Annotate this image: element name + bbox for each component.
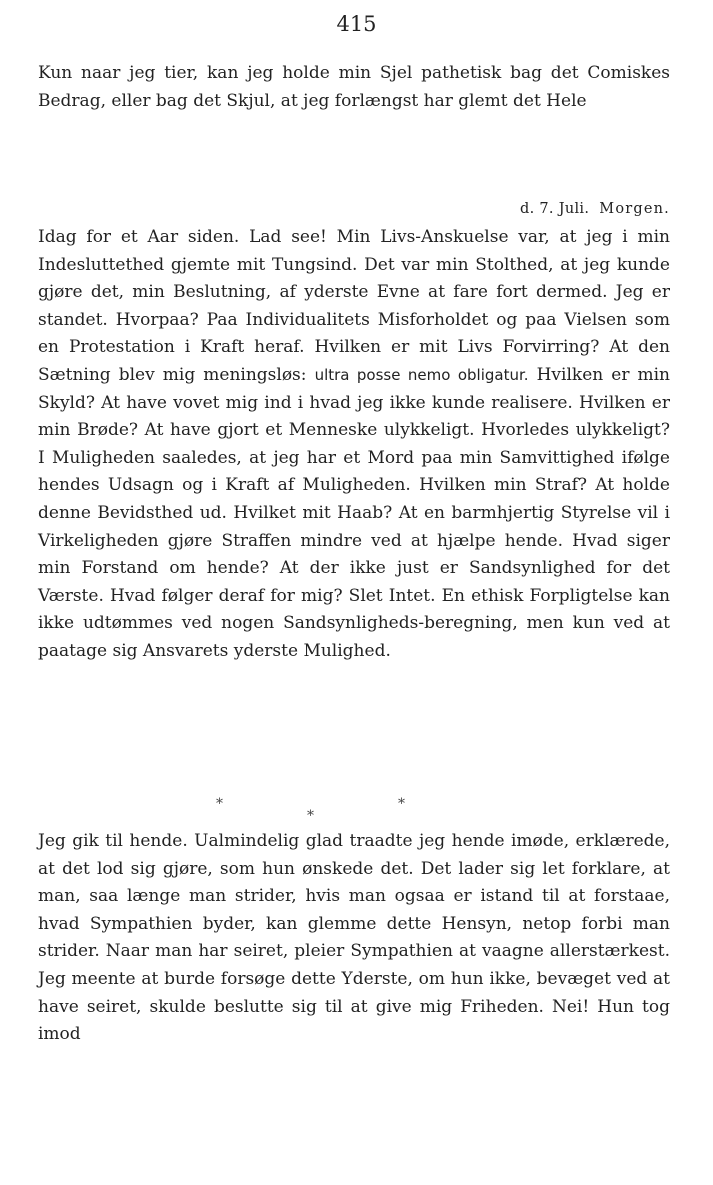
paragraph-narrative: Jeg gik til hende. Ualmindelig glad traadte jeg hende imøde, erklærede, at det lod sig gjøre, som hun ønskede det. Det lader sig let forklare, at man, saa længe man strider, hvis man ogsaa er istand til at forstaae, hvad Sympathien byder, kan glemme dette Hensyn, netop forbi man strider. Naar man har seiret, pleier Sympathien at vaagne allerstærkest. Jeg meente at burde forsøge dette Yderste, om hun ikke, bevæget ved at have seiret, skulde beslutte sig til at give mig Friheden. Nei! Hun tog imod	[38, 831, 670, 1045]
latin-phrase: ultra posse nemo obligatur.	[314, 365, 529, 384]
dateline-time: Morgen.	[599, 201, 670, 217]
dateline	[520, 201, 670, 217]
diary-text-after-latin: Hvilken er min Skyld? At have vovet mig ind i hvad jeg ikke kunde realisere. Hvilken er min Brøde? At have gjort et Menneske ulykkeligt. Hvorledes ulykkeligt? I Muligheden saaledes, at jeg har et Mord paa min Samvittighed ifølge hendes Udsagn og i Kraft af Muligheden. Hvilken min Straf? At holde denne Bevidsthed ud. Hvilket mit Haab? At en barmhjertig Styrelse vil i Virkeligheden gjøre Straffen mindre ved at hjælpe hende. Hvad siger min Forstand om hende? At der ikke just er Sandsynlighed for det Værste. Hvad følger deraf for mig? Slet Intet. En ethisk Forpligtelse kan ikke udtømmes ved nogen Sandsynligheds-beregning, men kun ved at paatage sig Ansvarets yderste Mulighed.	[38, 364, 671, 661]
separator-star: *	[216, 796, 223, 812]
paragraph-diary-entry	[38, 224, 670, 666]
dateline-date: d. 7. Juli.	[519, 201, 590, 217]
separator-star: *	[307, 808, 314, 824]
page-number: 415	[336, 12, 377, 36]
diary-text-before-latin: Idag for et Aar siden. Lad see! Min Livs-Anskuelse var, at jeg i min Indesluttethed gjemte mit Tungsind. Det var min Stolthed, at jeg kunde gjøre det, min Beslutning, af yderste Evne at fare fort dermed. Jeg er standet. Hvorpaa? Paa Individualitets Misforholdet og paa Vielsen som en Protestation i Kraft heraf. Hvilken er mit Livs Forvirring? At den Sætning blev mig meningsløs:	[38, 227, 670, 385]
paragraph-intro: Kun naar jeg tier, kan jeg holde min Sjel pathetisk bag det Comiskes Bedrag, eller bag det Skjul, at jeg forlængst har glemt det Hele	[38, 63, 670, 111]
separator-star: *	[398, 796, 405, 812]
section-separator	[0, 796, 713, 826]
